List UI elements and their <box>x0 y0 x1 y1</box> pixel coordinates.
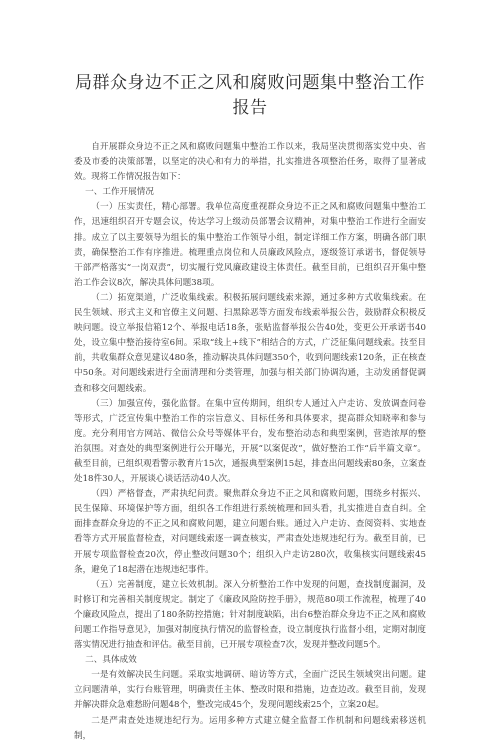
document-title: 局群众身边不正之风和腐败问题集中整治工作报告 <box>75 73 425 118</box>
paragraph-responsibility: （一）压实责任，精心部署。我单位高度重视群众身边不正之风和腐败问题集中整治工作，迅速组织召开专题会议，传达学习上级动员部署会议精神，对集中整治工作进行全面安排。成立了以主要领导为组长的集中整治工作领导小组，制定详细工作方案，明确各部门职责，确保整治工作有序推进。梳理重点岗位和人员廉政风险点，逐级签订承诺书，督促领导干部严格落实“一岗双责”，切实履行党风廉政建设主体责任。截至目前，已组织召开集中整治工作会议8次，解决具体问题38项。 <box>74 202 426 288</box>
paragraph-result-two: 二是严肃查处违规违纪行为。运用多种方式建立健全监督工作机制和问题线索移送机制， <box>74 715 426 741</box>
paragraph-result-one: 一是有效解决民生问题。采取实地调研、暗访等方式，全面广泛民生领域突出问题。建立问题清单，实行台账管理，明确责任主体、整改时限和措施，边查边改。截至目前，发现并解决群众急难愁盼问题48个，整改完成45个，发现问题线索25个，立案20起。 <box>74 670 426 711</box>
paragraph-channels: （二）拓宽渠道，广泛收集线索。积极拓展问题线索来源，通过多种方式收集线索。在民生领域、形式主义和官僚主义问题、扫黑除恶等方面发布线索举报公告，鼓励群众积极反映问题。设立举报信箱12个、举报电话18条，张贴监督举报公告40处，变更公开承诺书40处，设立集中整治接待室6间。采取“线上+线下”相结合的方式，广泛征集问题线索。技至目前，共收集群众意见建议480条，推动解决具体问题350个，收到问题线索120条，正在核查中50条。对问题线索进行全面清理和分类管理，加强与相关部门协调沟通，主动发函督促调查和移交问题线索。 <box>74 292 426 394</box>
section-heading-results: 二、具体成效 <box>85 655 137 666</box>
paragraph-publicity: （三）加强宣传，强化监督。在集中宣传期间，组织专人通过入户走访、发放调查问卷等形式，广泛宣传集中整治工作的宗旨意义、目标任务和具体要求，提高群众知晓率和参与度。充分利用官方网站、微信公众号等媒体平台，发布整治动态和典型案例，营造浓厚的整治氛围。对查处的典型案例进行公开曝光，开展“以案促改”，做好整治工作“后半篇文章”。截至目前，已组织观看警示教育片15次，通报典型案例15起，排查出问题线索80条，立案查处18件30人，开展谈心谈话活动40人次。 <box>74 398 426 485</box>
paragraph-system: （五）完善制度，建立长效机制。深入分析整治工作中发现的问题，查找制度漏洞，及时修订和完善相关制度规定。制定了《廉政风险防控手册》，规范80项工作流程，梳理了40个廉政风险点，提出了180条防控措施；针对制度缺陷，出台6整治群众身边不正之风和腐败问题工作指导意见》，加强对制度执行情况的监督检查，设立制度执行监督小组，定期对制度落实情况进行抽查和评估。截至目前，已开展专项检查7次，发现并整改问题5个。 <box>74 579 426 651</box>
paragraph-intro: 自开展群众身边不正之风和腐败问题集中整治工作以来，我局坚决贯彻落实党中央、省委及市委的决策部署，以坚定的决心和有力的举措，扎实推进各项整治任务，取得了显著成效。现将工作情况报告如下： <box>74 142 426 183</box>
paragraph-supervision: （四）严格督查，严肃执纪问责。聚焦群众身边不正之风和腐败问题，围绕乡村振兴、民生保障、环境保护等方面，组织各工作组进行系统梳理和回头看，扎实推进自查自纠。全面排查群众身边的不正之风和腐败问题，建立问题台账。通过入户走访、查阅资料、实地查看等方式开展监督检查，对问题线索逐一调查核实，严肃查处违规违纪行为。截至目前，已开展专项监督检查20次，停止整改问题30个；组织入户走访280次，收集核实问题线索45条，避免了18起潜在违规违纪事件。 <box>74 489 426 575</box>
document-body <box>74 140 426 744</box>
section-heading-work: 一、工作开展情况 <box>85 187 154 198</box>
